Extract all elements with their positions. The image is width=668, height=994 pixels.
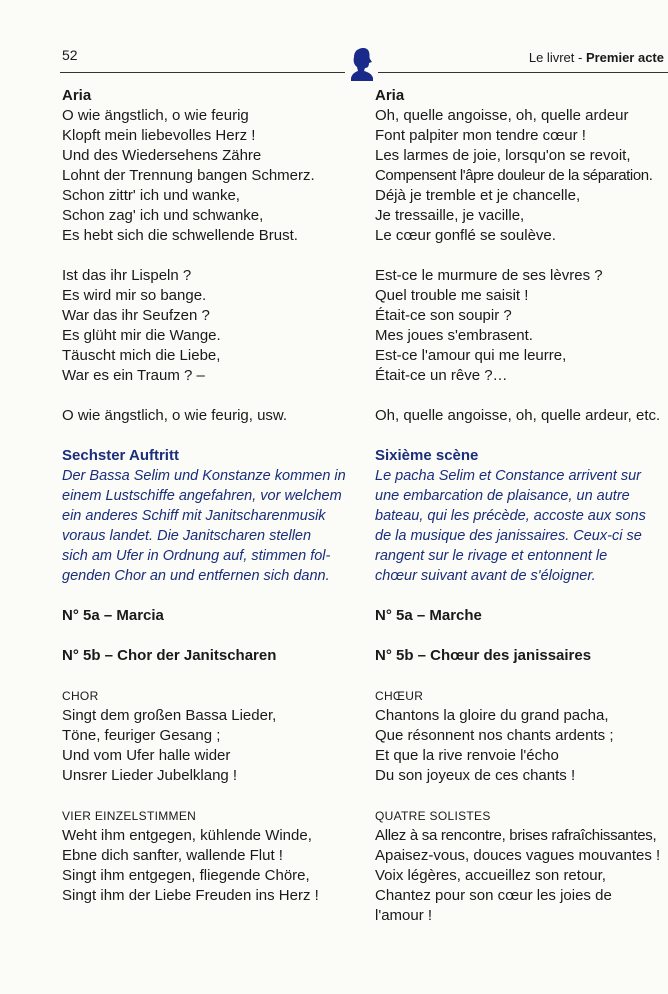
verse-line: Chantez pour son cœur les joies de xyxy=(375,887,612,904)
number-5b-fr: N° 5b – Chœur des janissaires xyxy=(375,647,592,664)
verse-line: Unsrer Lieder Jubelklang ! xyxy=(62,767,238,784)
verse-line: Chantons la gloire du grand pacha, xyxy=(375,707,609,724)
second-stanza-fr xyxy=(375,266,667,386)
verse-line: Ist das ihr Lispeln ? xyxy=(62,267,192,284)
verse-line: Töne, feuriger Gesang ; xyxy=(62,727,221,744)
reprise-de: O wie ängstlich, o wie feurig, usw. xyxy=(62,407,288,424)
direction-line: une embarcation de plaisance, un autre xyxy=(375,488,630,504)
direction-line: bateau, qui les précède, accoste aux sons xyxy=(375,508,646,524)
verse-line: Singt dem großen Bassa Lieder, xyxy=(62,707,277,724)
verse-line: Apaisez-vous, douces vagues mouvantes ! xyxy=(375,847,661,864)
verse-line: Klopft mein liebevolles Herz ! xyxy=(62,127,256,144)
verse-line: Und vom Ufer halle wider xyxy=(62,747,231,764)
stage-direction-de xyxy=(62,466,352,586)
french-column xyxy=(375,86,667,926)
running-head xyxy=(529,50,664,65)
verse-line: Täuscht mich die Liebe, xyxy=(62,347,221,364)
scene-title-de: Sechster Auftritt xyxy=(62,447,179,464)
verse-line: War es ein Traum ? – xyxy=(62,367,205,384)
verse-line: l'amour ! xyxy=(375,907,433,924)
verse-line: Singt ihm der Liebe Freuden ins Herz ! xyxy=(62,887,319,904)
verse-line: Es hebt sich die schwellende Brust. xyxy=(62,227,298,244)
verse-line: Est-ce l'amour qui me leurre, xyxy=(375,347,567,364)
chor-stanza-fr xyxy=(375,706,667,786)
direction-line: Le pacha Selim et Constance arrivent sur xyxy=(375,468,641,484)
header-rule-right xyxy=(378,72,668,73)
number-5a-fr: N° 5a – Marche xyxy=(375,607,482,624)
direction-line: rangent sur le rivage et entonnent le xyxy=(375,548,608,564)
direction-line: chœur suivant avant de s'éloigner. xyxy=(375,568,596,584)
header-rule-left xyxy=(60,72,345,73)
composer-silhouette-icon xyxy=(350,47,374,81)
running-head-book: Le livret - xyxy=(528,50,586,65)
aria-stanza-fr xyxy=(375,106,667,246)
verse-line: Oh, quelle angoisse, oh, quelle ardeur xyxy=(375,107,629,124)
chor-label-fr: CHŒUR xyxy=(375,689,424,703)
verse-line: Les larmes de joie, lorsqu'on se revoit, xyxy=(375,147,631,164)
direction-line: einem Lustschiffe angefahren, vor welchem xyxy=(62,488,342,504)
direction-line: sich am Ufer in Ordnung auf, stimmen fol- xyxy=(62,548,331,564)
running-head-act: Premier acte xyxy=(585,50,664,65)
verse-line: Font palpiter mon tendre cœur ! xyxy=(375,127,586,144)
verse-line: Compensent l'âpre douleur de la séparation. xyxy=(375,167,653,184)
aria-title-fr: Aria xyxy=(375,87,405,104)
verse-line: Était-ce un rêve ?… xyxy=(375,367,508,384)
verse-line: Ebne dich sanfter, wallende Flut ! xyxy=(62,847,283,864)
verse-line: Était-ce son soupir ? xyxy=(375,307,512,324)
verse-line: Le cœur gonflé se soulève. xyxy=(375,227,556,244)
verse-line: Déjà je tremble et je chancelle, xyxy=(375,187,581,204)
verse-line: O wie ängstlich, o wie feurig xyxy=(62,107,249,124)
page-number: 52 xyxy=(62,47,78,63)
soloists-stanza-fr xyxy=(375,826,667,926)
soloists-stanza-de xyxy=(62,826,352,906)
verse-line: Allez à sa rencontre, brises rafraîchissantes, xyxy=(375,827,657,844)
reprise-fr: Oh, quelle angoisse, oh, quelle ardeur, etc. xyxy=(375,407,661,424)
verse-line: Quel trouble me saisit ! xyxy=(375,287,529,304)
chor-stanza-de xyxy=(62,706,352,786)
verse-line: Singt ihm entgegen, fliegende Chöre, xyxy=(62,867,310,884)
verse-line: Du son joyeux de ces chants ! xyxy=(375,767,576,784)
verse-line: Und des Wiedersehens Zähre xyxy=(62,147,262,164)
number-5b-de: N° 5b – Chor der Janitscharen xyxy=(62,647,277,664)
verse-line: War das ihr Seufzen ? xyxy=(62,307,210,324)
soloists-label-de: VIER EINZELSTIMMEN xyxy=(62,809,197,823)
verse-line: Que résonnent nos chants ardents ; xyxy=(375,727,614,744)
number-5a-de: N° 5a – Marcia xyxy=(62,607,164,624)
aria-stanza-de xyxy=(62,106,352,246)
verse-line: Es wird mir so bange. xyxy=(62,287,207,304)
scene-title-fr: Sixième scène xyxy=(375,447,479,464)
verse-line: Voix légères, accueillez son retour, xyxy=(375,867,606,884)
direction-line: ein anderes Schiff mit Janitscharenmusik xyxy=(62,508,326,524)
direction-line: Der Bassa Selim und Konstanze kommen in xyxy=(62,468,346,484)
verse-line: Es glüht mir die Wange. xyxy=(62,327,221,344)
verse-line: Est-ce le murmure de ses lèvres ? xyxy=(375,267,603,284)
verse-line: Je tressaille, je vacille, xyxy=(375,207,525,224)
verse-line: Lohnt der Trennung bangen Schmerz. xyxy=(62,167,315,184)
direction-line: genden Chor an und entfernen sich dann. xyxy=(62,568,330,584)
verse-line: Mes joues s'embrasent. xyxy=(375,327,533,344)
verse-line: Et que la rive renvoie l'écho xyxy=(375,747,559,764)
direction-line: de la musique des janissaires. Ceux-ci se xyxy=(375,528,642,544)
verse-line: Schon zittr' ich und wanke, xyxy=(62,187,240,204)
verse-line: Schon zag' ich und schwanke, xyxy=(62,207,264,224)
direction-line: voraus landet. Die Janitscharen stellen xyxy=(62,528,312,544)
stage-direction-fr xyxy=(375,466,667,586)
soloists-label-fr: QUATRE SOLISTES xyxy=(375,809,491,823)
chor-label-de: CHOR xyxy=(62,689,99,703)
second-stanza-de xyxy=(62,266,352,386)
aria-title-de: Aria xyxy=(62,87,92,104)
verse-line: Weht ihm entgegen, kühlende Winde, xyxy=(62,827,312,844)
german-column xyxy=(62,86,352,906)
